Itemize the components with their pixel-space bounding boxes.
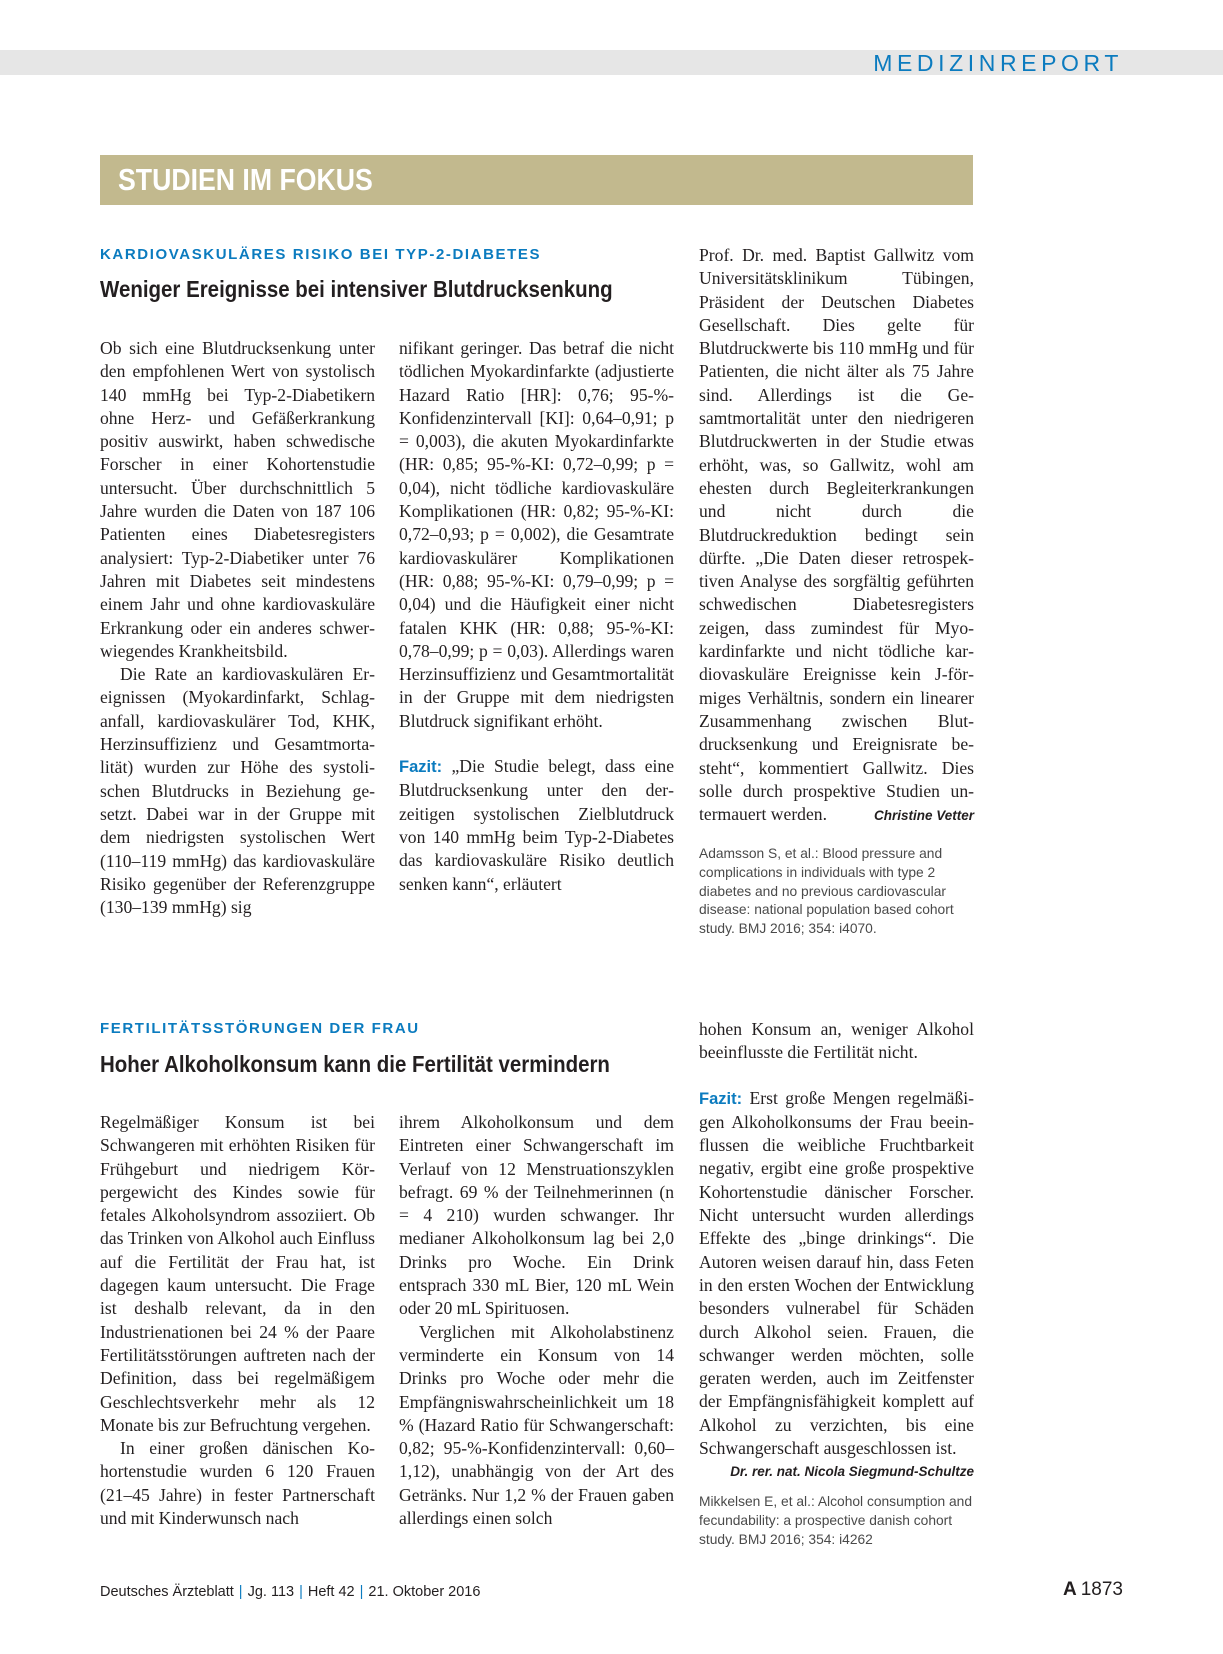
page-prefix: A [1062, 1579, 1077, 1600]
article1-column-2 [399, 337, 674, 896]
footer-citation [100, 1584, 480, 1600]
banner [100, 155, 973, 205]
article2-column-1 [100, 1111, 375, 1530]
fazit-paragraph [699, 1087, 974, 1461]
issue: Heft 42 [307, 1584, 355, 1600]
fazit-paragraph [399, 755, 674, 896]
paragraph: Regelmäßiger Konsum ist bei Schwangeren mit erhöhten Risiken für Frühgeburt und niedrigem Körpergewicht des Kindes sowie für fetales Alkoholsyndrom assoziiert. Ob das Trinken von Alkohol auch Einfluss auf die Fertilität der Frau hat, ist dagegen kaum untersucht. Die Frage ist deshalb relevant, da in den Industrienationen bei 24 % der Paare Fertilitätsstörungen auftreten nach der Definition, dass bei regelmäßigem Geschlechtsverkehr mehr als 12 Monate bis zur Befruchtung vergehen. [100, 1112, 375, 1435]
paragraph: In einer großen dänischen Kohortenstudie wurden 6 120 Frauen (21–45 Jahre) in fester Partnerschaft und mit Kinderwunsch nach [100, 1438, 375, 1529]
author: Dr. rer. nat. Nicola Siegmund-Schultze [730, 1464, 974, 1480]
paragraph-text: Prof. Dr. med. Baptist Gallwitz vom Universitätsklinikum Tübingen, Präsident der Deutschen Diabetes Gesellschaft. Dies gelte für Blutdruckwerte bis 110 mmHg und für Patienten, die nicht älter als 75 Jahre sind. Allerdings ist die Gesamtmortalität unter den niedrigeren Blutdruckwerten in der Studie etwas erhöht, was, so Gallwitz, wohl am ehesten durch Begleiterkrankungen und nicht durch die Blutdruckreduktion bedingt sein dürfte. „Die Daten dieser retrospektiven Analyse des sorgfältig geführten schwedischen Diabetesregisters zeigen, dass zumindest für Myokardinfarkte und nicht tödliche kardiovaskuläre Ereignisse kein J-förmiges Verhältnis, sondern ein linearer Zusammenhang zwischen Blutdrucksenkung und Ereignisrate besteht“, kommentiert Gallwitz. Dies solle durch prospektive Studien untermauert werden. [699, 245, 974, 825]
banner-title: STUDIEN IM FOKUS [118, 162, 373, 197]
section-label: MEDIZINREPORT [873, 50, 1123, 76]
fazit-label: Fazit: [699, 1089, 743, 1108]
article2-kicker: FERTILITÄTSSTÖRUNGEN DER FRAU [100, 1020, 420, 1037]
paragraph: nifikant geringer. Das betraf die nicht tödlichen Myokardinfarkte (adjustierte Hazard Ratio [HR]: 0,76; 95-%-Konfidenzintervall [KI]: 0,64–0,91; p = 0,003), die akuten Myokardinfarkte (HR: 0,85; 95-%-KI: 0,72–0,99; p = 0,04), nicht tödliche kardiovaskuläre Komplikationen (HR: 0,82; 95-%-KI: 0,72–0,93; p = 0,002), die Gesamtrate kardiovaskulärer Komplikationen (HR: 0,88; 95-%-KI: 0,79–0,99; p = 0,04) und die Häufigkeit einer nicht fatalen KHK (HR: 0,88; 95-%-KI: 0,78–0,99; p = 0,03). Allerdings waren Herzinsuffizienz und Gesamtmortalität in der Gruppe mit dem niedrigsten Blutdruck signifikant erhöht. [399, 338, 674, 731]
separator: | [299, 1584, 303, 1600]
fazit-text: Erst große Mengen regelmäßigen Alkoholkonsums der Frau beeinflussen die weibliche Fruchtbarkeit negativ, ergibt eine große prospektive Kohortenstudie dänischer Forscher. Nicht untersucht wurden allerdings Effekte des „binge drinkings“. Die Autoren weisen darauf hin, dass Feten in den ersten Wochen der Entwicklung besonders vulnerabel für Schäden durch Alkohol seien. Frauen, die schwanger werden möchten, solle geraten werden, auch im Zeitfenster der Empfängnisfähigkeit komplett auf Alkohol zu verzichten, bis eine Schwangerschaft ausgeschlossen ist. [699, 1087, 974, 1459]
article2-column-3 [699, 1018, 974, 1549]
reference: Adamsson S, et al.: Blood pressure and complications in individuals with type 2 diabetes and no previous cardiovascular disease: national population based cohort study. BMJ 2016; 354: i4070. [699, 846, 954, 936]
article2-headline: Hoher Alkoholkonsum kann die Fertilität vermindern [100, 1051, 610, 1077]
issue-date: 21. Oktober 2016 [368, 1584, 481, 1600]
journal-name: Deutsches Ärzteblatt [100, 1584, 234, 1600]
fazit-text: „Die Studie belegt, dass eine Blutdrucksenkung unter den derzeitigen systolischen Zielblutdruck von 140 mmHg beim Typ-2-Diabetes das kardiovaskuläre Risiko deutlich senken kann“, erläutert [399, 756, 674, 894]
paragraph [699, 244, 974, 826]
article1-headline: Weniger Ereignisse bei intensiver Blutdrucksenkung [100, 276, 613, 302]
article2-column-2 [399, 1111, 674, 1530]
paragraph: Verglichen mit Alkoholabstinenz verminderte ein Konsum von 14 Drinks pro Woche oder mehr die Empfängniswahrscheinlichkeit um 18 % (Hazard Ratio für Schwangerschaft: 0,82; 95-%-Konfidenzintervall: 0,60–1,12), unabhängig von der Art des Getränks. Nur 1,2 % der Frauen gaben allerdings einen solch [399, 1321, 674, 1529]
fazit-label: Fazit: [399, 758, 443, 777]
volume: Jg. 113 [247, 1584, 295, 1600]
paragraph: Ob sich eine Blutdrucksenkung unter den empfohlenen Wert von systolisch 140 mmHg bei Typ-2-Diabetikern ohne Herz- und Gefäßerkrankung positiv auswirkt, haben schwedische Forscher in einer Kohortenstudie untersucht. Über durchschnittlich 5 Jahre wurden die Daten von 187 106 Patienten eines Diabetesregisters analysiert: Typ-2-Diabetiker unter 76 Jahren mit Diabetes seit mindestens einem Jahr und ohne kardiovaskuläre Erkrankung oder ein anderes schwerwiegendes Krankheitsbild. [100, 338, 375, 661]
paragraph: ihrem Alkoholkonsum und dem Eintreten einer Schwangerschaft im Verlauf von 12 Menstruationszyklen befragt. 69 % der Teilnehmerinnen (n = 4 210) wurden schwanger. Ihr medianer Alkoholkonsum lag bei 2,0 Drinks pro Woche. Ein Drink entsprach 330 mL Bier, 120 mL Wein oder 20 mL Spirituosen. [399, 1112, 674, 1319]
reference: Mikkelsen E, et al.: Alcohol consumption and fecundability: a prospective danish cohort study. BMJ 2016; 354: i4262 [699, 1494, 973, 1547]
article1-column-3 [699, 244, 974, 938]
paragraph: Die Rate an kardiovaskulären Ereignissen (Myokardinfarkt, Schlaganfall, kardiovaskulärer Tod, KHK, Herzinsuffizienz und Gesamtmortalität) wurden zur Höhe des systolischen Blutdrucks in Beziehung gesetzt. Dabei war in der Gruppe mit dem niedrigsten systolischen Wert (110–119 mmHg) das kardiovaskuläre Risiko gegenüber der Referenzgruppe (130–139 mmHg) sig [100, 664, 375, 918]
separator: | [359, 1584, 364, 1600]
article1-column-1 [100, 337, 375, 919]
paragraph: hohen Konsum an, weniger Alkohol beeinflusste die Fertilität nicht. [699, 1019, 974, 1063]
author: Christine Vetter [873, 808, 974, 824]
page-number-value: 1873 [1080, 1579, 1123, 1600]
separator: | [238, 1584, 243, 1600]
article1-kicker: KARDIOVASKULÄRES RISIKO BEI TYP-2-DIABETES [100, 246, 542, 263]
page-number [1063, 1579, 1123, 1601]
